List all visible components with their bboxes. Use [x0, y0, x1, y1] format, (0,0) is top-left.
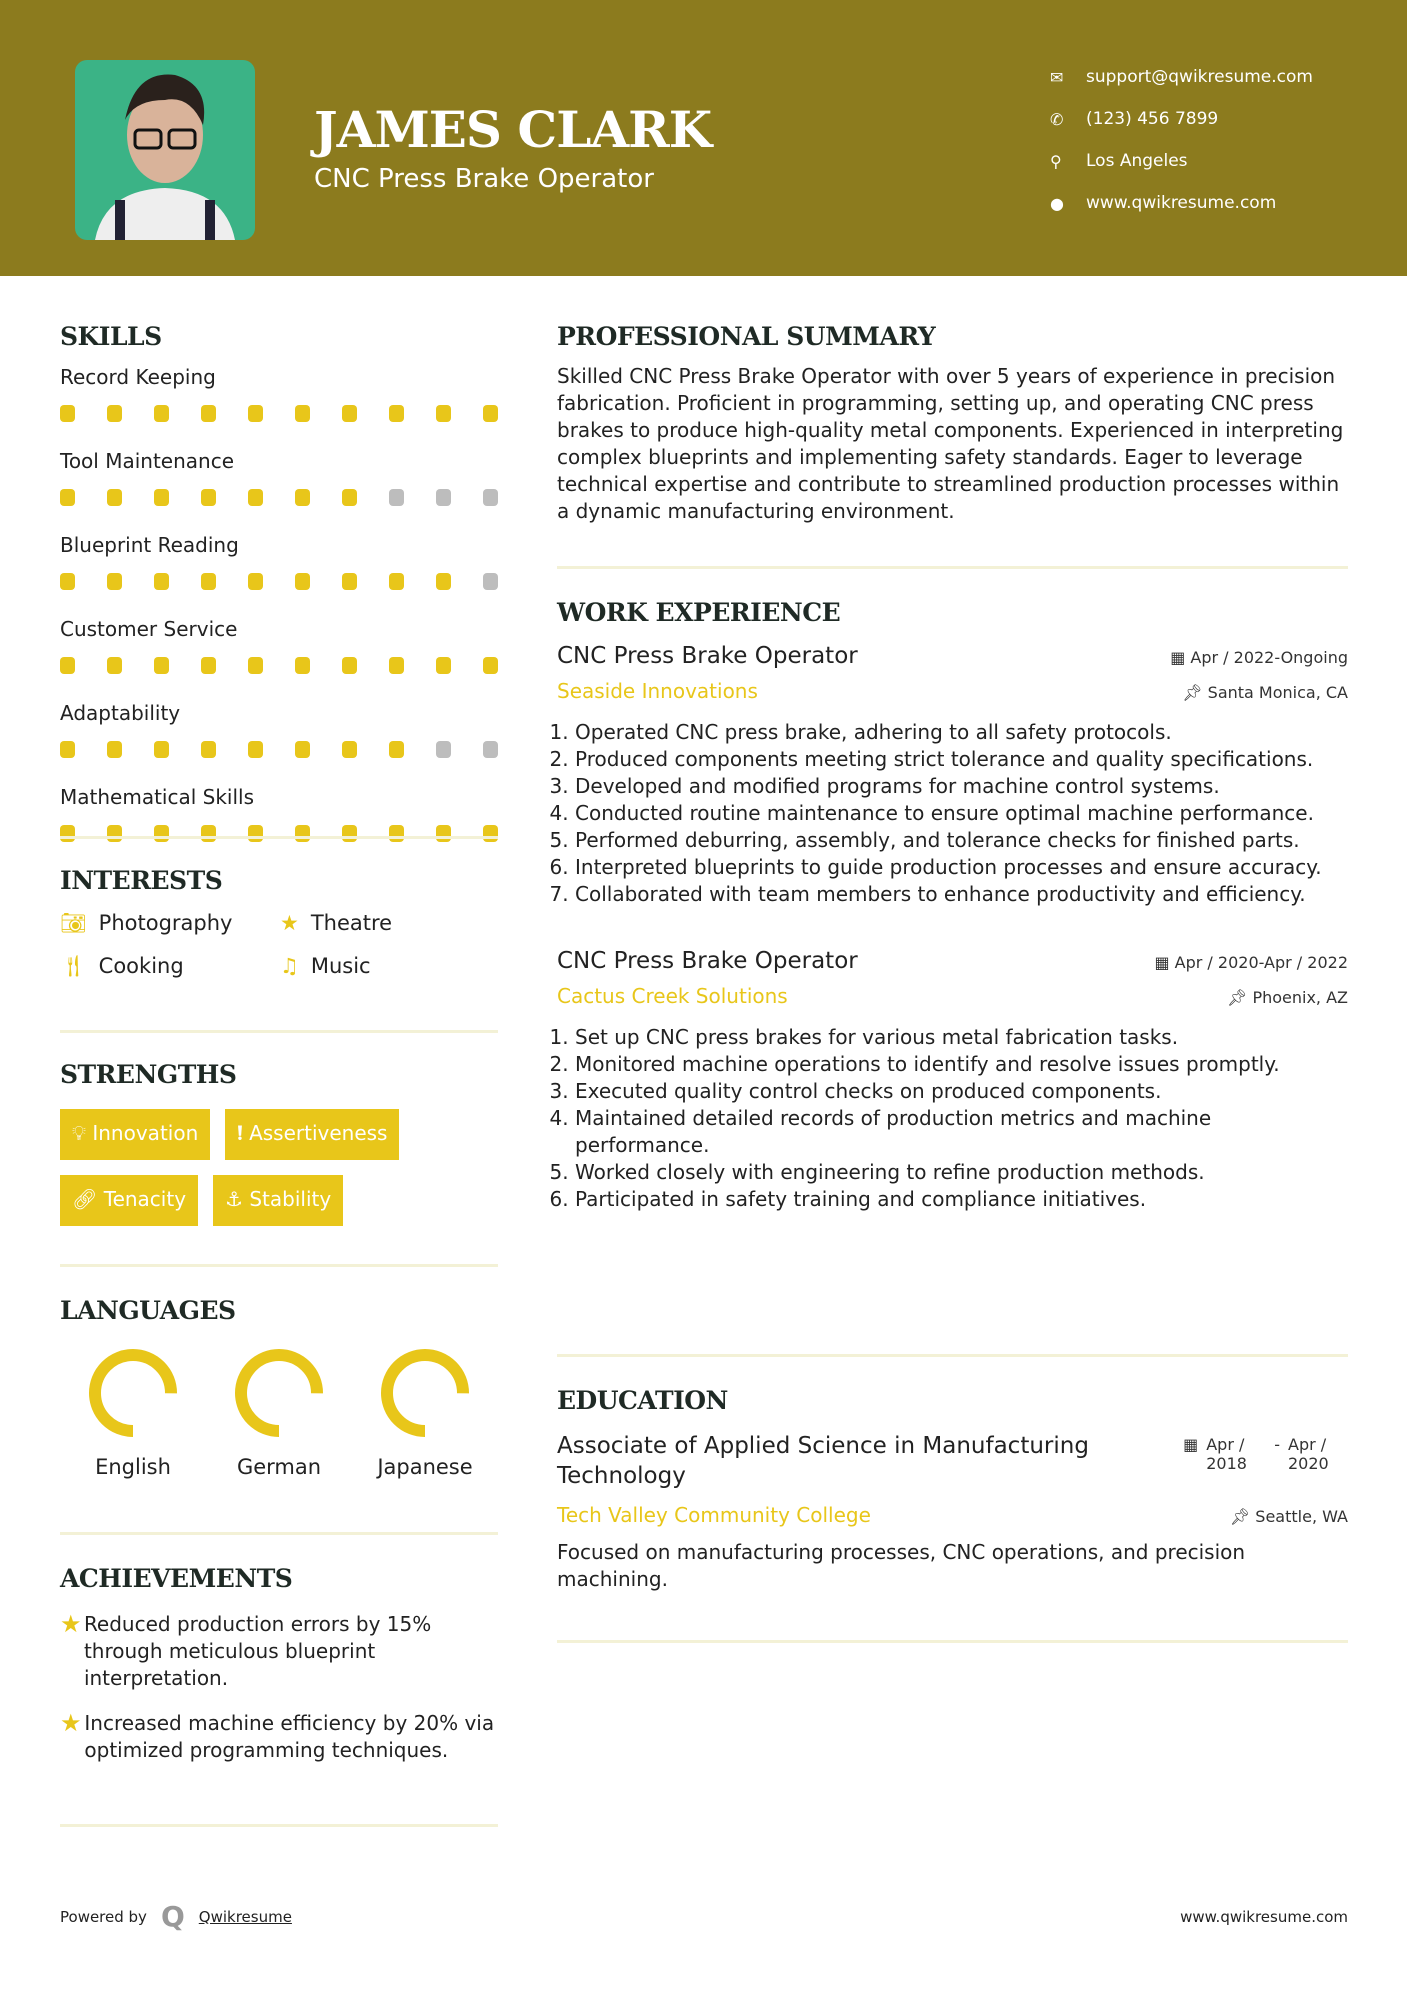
rating-dot — [342, 741, 357, 758]
interests-heading: INTERESTS — [60, 866, 223, 895]
rating-dot — [248, 741, 263, 758]
summary-section — [557, 322, 1348, 525]
education-dates: ▦ Apr / 2018 - Apr / 2020 — [1183, 1435, 1329, 1473]
interest-music: ♫ Music — [280, 954, 371, 978]
rating-dot — [295, 657, 310, 674]
rating-dot — [295, 741, 310, 758]
divider — [60, 1030, 498, 1033]
candidate-name: JAMES CLARK — [314, 100, 712, 159]
rating-dot — [483, 573, 498, 590]
rating-dot — [154, 489, 169, 506]
skill-rating — [60, 573, 498, 603]
rating-dot — [201, 573, 216, 590]
bullet-item: 3. Developed and modified programs for machine control systems. — [575, 773, 1348, 800]
language-progress-ring — [85, 1345, 181, 1441]
rating-dot — [107, 825, 122, 842]
progress-arc — [387, 1355, 463, 1431]
anchor-icon: ⚓︎ — [225, 1187, 250, 1211]
job-bullets — [557, 719, 1348, 908]
company-name: Cactus Creek Solutions — [557, 984, 788, 1008]
job-entry: CNC Press Brake Operator ▦ Apr / 2022-Ongoing Seaside Innovations 📌︎ Santa Monica, CA 1. Operated CNC press brake, adhering to all safety protocols. 2. Produced components meeting strict tolerance and quality specifications. 3. Developed and modified programs for machine control systems. 4. Conducted routine maintenance to ensure optimal machine performance. 5. Performed deburring, assembly, and tolerance checks for finished parts. 6. Interpreted blueprints to guide production processes and ensure accuracy. 7. Collaborated with team members to enhance productivity and efficiency. — [557, 643, 1348, 908]
skills-section — [60, 322, 498, 855]
rating-dot — [436, 489, 451, 506]
bullet-item: 4. Maintained detailed records of production metrics and machine performance. — [575, 1105, 1348, 1159]
rating-dot — [248, 573, 263, 590]
globe-icon: ● — [1050, 193, 1064, 213]
bullet-item: 1. Set up CNC press brakes for various metal fabrication tasks. — [575, 1024, 1348, 1051]
phone-icon: ✆ — [1050, 109, 1064, 129]
rating-dot — [60, 825, 75, 842]
progress-arc — [241, 1355, 317, 1431]
languages-heading: LANGUAGES — [60, 1296, 236, 1325]
bullet-item: 1. Operated CNC press brake, adhering to all safety protocols. — [575, 719, 1348, 746]
calendar-icon: ▦ — [1154, 953, 1175, 972]
bullet-item: 5. Performed deburring, assembly, and tolerance checks for finished parts. — [575, 827, 1348, 854]
bullet-item: 2. Monitored machine operations to identify and resolve issues promptly. — [575, 1051, 1348, 1078]
divider — [557, 566, 1348, 569]
rating-dot — [342, 825, 357, 842]
bullet-item: 4. Conducted routine maintenance to ensure optimal machine performance. — [575, 800, 1348, 827]
skill-rating — [60, 657, 498, 687]
achievement-item: ★ Reduced production errors by 15% through meticulous blueprint interpretation. — [60, 1610, 432, 1690]
language-name: English — [95, 1455, 171, 1479]
rating-dot — [60, 657, 75, 674]
rating-dot — [389, 405, 404, 422]
skill-rating — [60, 489, 498, 519]
rating-dot — [107, 657, 122, 674]
contact-phone: ✆ (123) 456 7899 — [1050, 109, 1219, 129]
language-item — [206, 1345, 352, 1479]
rating-dot — [389, 825, 404, 842]
work-heading: WORK EXPERIENCE — [557, 598, 841, 627]
divider — [60, 1824, 498, 1827]
rating-dot — [389, 741, 404, 758]
lightbulb-icon: 💡︎ — [72, 1121, 93, 1145]
rating-dot — [436, 741, 451, 758]
rating-dot — [201, 489, 216, 506]
divider — [60, 836, 498, 839]
rating-dot — [60, 489, 75, 506]
map-pin-icon: ⚲ — [1050, 151, 1062, 171]
rating-dot — [436, 657, 451, 674]
skill-label: Record Keeping — [60, 365, 216, 389]
rating-dot — [389, 657, 404, 674]
rating-dot — [154, 405, 169, 422]
rating-dot — [107, 489, 122, 506]
job-title: CNC Press Brake Operator — [557, 643, 858, 669]
camera-icon: 📷︎ — [60, 911, 87, 935]
header — [0, 0, 1407, 276]
shooting-star-icon: ★ — [60, 1610, 82, 1638]
interest-photography: 📷︎ Photography — [60, 911, 233, 935]
rating-dot — [436, 573, 451, 590]
divider — [60, 1264, 498, 1267]
rating-dot — [201, 825, 216, 842]
strength-tag: 💡︎ Innovation — [60, 1109, 210, 1160]
qwikresume-logo-icon: Q — [160, 1900, 185, 1933]
skill-label: Customer Service — [60, 617, 238, 641]
rating-dot — [436, 405, 451, 422]
skill-label: Adaptability — [60, 701, 181, 725]
education-text: Focused on manufacturing processes, CNC operations, and precision machining. — [557, 1540, 1246, 1591]
skill-rating — [60, 405, 498, 435]
contact-website: ● www.qwikresume.com — [1050, 193, 1277, 213]
language-name: German — [236, 1455, 322, 1479]
rating-dot — [248, 489, 263, 506]
footer: Powered by Q Qwikresume www.qwikresume.com — [60, 1900, 1348, 1933]
candidate-title: CNC Press Brake Operator — [314, 164, 654, 194]
rating-dot — [248, 825, 263, 842]
job-title: CNC Press Brake Operator — [557, 948, 858, 974]
divider — [557, 1354, 1348, 1357]
interest-theatre: ★ Theatre — [280, 911, 393, 935]
bullet-item: 6. Participated in safety training and compliance initiatives. — [575, 1186, 1348, 1213]
languages-section — [60, 1296, 498, 1479]
envelope-icon: ✉ — [1050, 67, 1064, 87]
music-note-icon: ♫ — [280, 954, 299, 978]
rating-dot — [389, 573, 404, 590]
rating-dot — [342, 573, 357, 590]
strength-tag: 🔗︎ Tenacity — [60, 1175, 198, 1226]
achievements-heading: ACHIEVEMENTS — [60, 1564, 293, 1593]
summary-heading: PROFESSIONAL SUMMARY — [557, 322, 936, 351]
achievements-section — [60, 1564, 498, 1764]
rating-dot — [201, 405, 216, 422]
rating-dot — [201, 741, 216, 758]
pushpin-icon: 📌︎ — [1227, 988, 1253, 1007]
education-section: EDUCATION Associate of Applied Science in Manufacturing Technology ▦ Apr / 2018 - Apr / 2020 Tech Valley Community College 📌︎ Seattle, WA Focused on manufacturing processes, CNC operations, and precision machining. — [557, 1386, 1348, 1591]
school-name: Tech Valley Community College — [557, 1503, 871, 1527]
language-progress-ring — [231, 1345, 327, 1441]
degree-title: Associate of Applied Science in Manufacturing Technology — [557, 1433, 1089, 1489]
contact-email: ✉ support@qwikresume.com — [1050, 67, 1313, 87]
utensils-icon: 🍴︎ — [60, 954, 87, 978]
divider — [60, 1532, 498, 1535]
rating-dot — [60, 405, 75, 422]
rating-dot — [295, 573, 310, 590]
skill-label: Blueprint Reading — [60, 533, 239, 557]
contact-list — [1050, 56, 1313, 224]
qwikresume-link[interactable]: Qwikresume — [198, 1907, 292, 1926]
calendar-icon: ▦ — [1183, 1435, 1199, 1454]
skill-rating — [60, 741, 498, 771]
pushpin-icon: 📌︎ — [1229, 1507, 1256, 1526]
rating-dot — [154, 741, 169, 758]
rating-dot — [389, 489, 404, 506]
rating-dot — [107, 573, 122, 590]
job-entry: CNC Press Brake Operator ▦ Apr / 2020-Apr / 2022 Cactus Creek Solutions 📌︎ Phoenix, AZ 1. Set up CNC press brakes for various metal fabrication tasks. 2. Monitored machine operations to identify and resolve issues promptly. 3. Executed quality control checks on produced components. 4. Maintained detailed records of production metrics and machine performance. 5. Worked closely with engineering to refine production methods. 6. Participated in safety training and compliance initiatives. — [557, 948, 1348, 1213]
rating-dot — [107, 405, 122, 422]
rating-dot — [483, 405, 498, 422]
rating-dot — [60, 573, 75, 590]
bullet-item: 2. Produced components meeting strict tolerance and quality specifications. — [575, 746, 1348, 773]
rating-dot — [295, 489, 310, 506]
star-icon: ★ — [280, 911, 299, 935]
pushpin-icon: 📌︎ — [1182, 683, 1208, 702]
rating-dot — [154, 573, 169, 590]
education-heading: EDUCATION — [557, 1386, 728, 1415]
rating-dot — [342, 657, 357, 674]
skill-label: Tool Maintenance — [60, 449, 235, 473]
strengths-heading: STRENGTHS — [60, 1060, 237, 1089]
rating-dot — [342, 405, 357, 422]
rating-dot — [201, 657, 216, 674]
achievement-item: ★ Increased machine efficiency by 20% via optimized programming techniques. — [60, 1709, 495, 1762]
strengths-section — [60, 1060, 498, 1226]
interests-section — [60, 866, 498, 979]
work-section — [557, 598, 1348, 1213]
strength-tag: ⚓︎ Stability — [213, 1175, 343, 1226]
footer-website[interactable]: www.qwikresume.com — [1180, 1907, 1348, 1926]
bullet-item: 6. Interpreted blueprints to guide production processes and ensure accuracy. — [575, 854, 1348, 881]
rating-dot — [295, 825, 310, 842]
skills-heading: SKILLS — [60, 322, 162, 351]
shooting-star-icon: ★ — [60, 1709, 82, 1737]
rating-dot — [60, 741, 75, 758]
summary-text: Skilled CNC Press Brake Operator with over 5 years of experience in precision fabrication. Proficient in programming, setting up, and operating CNC press brakes to produce high-quality metal components. Experienced in interpreting complex blueprints and implementing safety standards. Eager to leverage technical expertise and contribute to streamlined production processes within a dynamic manufacturing environment. — [557, 364, 1344, 523]
exclamation-circle-icon: ❗︎ — [237, 1121, 250, 1145]
rating-dot — [483, 741, 498, 758]
rating-dot — [154, 825, 169, 842]
skill-rating — [60, 825, 498, 855]
rating-dot — [295, 405, 310, 422]
strength-tag: ❗︎ Assertiveness — [225, 1109, 399, 1160]
skill-label: Mathematical Skills — [60, 785, 255, 809]
divider — [557, 1640, 1348, 1643]
rating-dot — [248, 657, 263, 674]
job-bullets — [557, 1024, 1348, 1213]
rating-dot — [436, 825, 451, 842]
progress-arc — [95, 1355, 171, 1431]
bullet-item: 7. Collaborated with team members to enhance productivity and efficiency. — [575, 881, 1348, 908]
contact-location: ⚲ Los Angeles — [1050, 151, 1188, 171]
rating-dot — [483, 657, 498, 674]
link-icon: 🔗︎ — [72, 1187, 104, 1211]
rating-dot — [154, 657, 169, 674]
interest-cooking: 🍴︎ Cooking — [60, 954, 184, 978]
bullet-item: 3. Executed quality control checks on produced components. — [575, 1078, 1348, 1105]
language-progress-ring — [377, 1345, 473, 1441]
calendar-icon: ▦ — [1170, 648, 1191, 667]
language-item — [352, 1345, 498, 1479]
rating-dot — [248, 405, 263, 422]
bullet-item: 5. Worked closely with engineering to refine production methods. — [575, 1159, 1348, 1186]
rating-dot — [342, 489, 357, 506]
rating-dot — [483, 825, 498, 842]
language-item — [60, 1345, 206, 1479]
company-name: Seaside Innovations — [557, 679, 758, 703]
rating-dot — [483, 489, 498, 506]
language-name: Japanese — [377, 1455, 473, 1479]
profile-photo — [75, 60, 255, 240]
rating-dot — [107, 741, 122, 758]
